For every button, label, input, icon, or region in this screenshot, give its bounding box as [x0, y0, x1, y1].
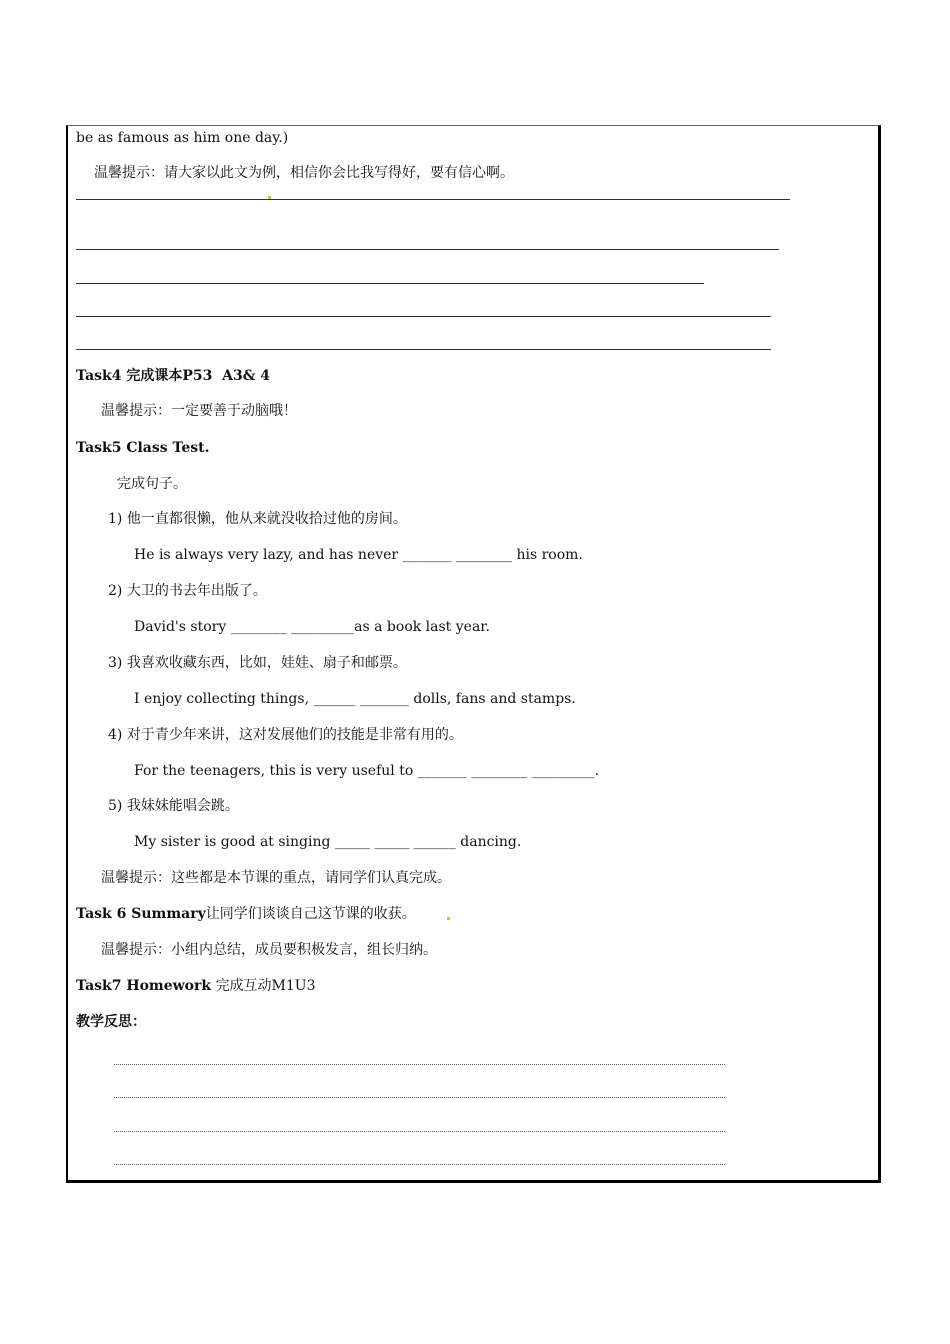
task5-heading: Task5 Class Test.	[76, 440, 210, 456]
writing-line-4[interactable]	[76, 316, 771, 317]
tip-task4: 温馨提示：一定要善于动脑哦！	[101, 403, 297, 419]
writing-line-5[interactable]	[76, 349, 771, 350]
writing-line-2[interactable]	[76, 249, 779, 250]
item-5-cn: 5) 我妹妹能唱会跳。	[108, 798, 239, 814]
item-5-en: My sister is good at singing _____ _____ ______ dancing.	[134, 834, 522, 850]
tip-test: 温馨提示：这些都是本节课的重点，请同学们认真完成。	[101, 870, 451, 886]
item-2-en: David's story ________ _________as a book last year.	[134, 619, 490, 635]
item-1-en: He is always very lazy, and has never _______ ________ his room.	[134, 547, 583, 563]
writing-line-3[interactable]	[76, 283, 704, 284]
reflection-line-1[interactable]	[114, 1064, 725, 1065]
item-4-cn: 4) 对于青少年来讲，这对发展他们的技能是非常有用的。	[108, 727, 463, 743]
item-1-cn: 1) 他一直都很懒，他从来就没收拾过他的房间。	[108, 511, 407, 527]
tip-writing: 温馨提示：请大家以此文为例，相信你会比我写得好，要有信心啊。	[94, 165, 514, 181]
reflection-line-4[interactable]	[114, 1164, 725, 1165]
marker-dot	[447, 917, 450, 920]
item-3-en: I enjoy collecting things, ______ _______ dolls, fans and stamps.	[134, 691, 576, 707]
task6-line: Task 6 Summary让同学们谈谈自己这节课的收获。	[76, 906, 416, 922]
task7-line: Task7 Homework 完成互动M1U3	[76, 978, 316, 994]
tip-summary: 温馨提示：小组内总结，成员要积极发言，组长归纳。	[101, 942, 437, 958]
item-2-cn: 2) 大卫的书去年出版了。	[108, 583, 267, 599]
reflection-line-3[interactable]	[114, 1131, 725, 1132]
instruction: 完成句子。	[117, 476, 187, 492]
task4-heading: Task4 完成课本P53 A3& 4	[76, 368, 270, 384]
item-3-cn: 3) 我喜欢收藏东西，比如，娃娃、扇子和邮票。	[108, 655, 407, 671]
item-4-en: For the teenagers, this is very useful to _______ ________ _________.	[134, 763, 600, 779]
marker-dot	[268, 196, 271, 199]
continued-text: be as famous as him one day.)	[76, 130, 289, 146]
reflection-line-2[interactable]	[114, 1097, 725, 1098]
writing-line-1[interactable]	[76, 199, 790, 200]
reflection-heading: 教学反思：	[76, 1014, 146, 1030]
